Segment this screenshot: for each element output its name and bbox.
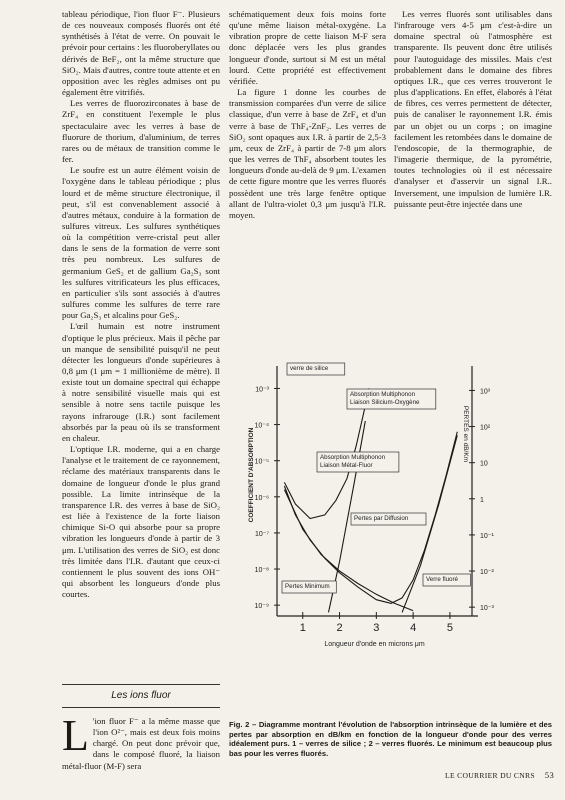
y-axis-label-right: PERTES en dB/Km — [462, 405, 469, 463]
paragraph: Les verres fluorés sont utilisables dans l'infrarouge vers 4-5 μm c'est-à-dire un domaine spectral où l'atmosphère est transparente. Ils peuvent donc être utilisés pour l'autoguidage des missiles. Mais c'est probablement dans le domaine des fibres optiques I.R., que ces verres trouveront le plus d'applications. En effet, élaborés à l'état de fibres, ces verres permettent de détecter, puis de canaliser le rayonnement I.R. émis par un objet ou un corps ; on imagine facilement les retombées dans le domaine de l'endoscopie, de la thermographie, de l'imagerie thermique, de la pyrométrie, toutes technologies où il est nécessaire d'analyser et d'asservir un signal I.R.. Inversement, une impulsion de lumière I.R. puissante peut-être injectée dans une — [394, 9, 552, 209]
y-tick-label-left: 10⁻⁶ — [254, 494, 269, 502]
y-tick-label-left: 10⁻⁷ — [254, 530, 269, 538]
paragraph: L'œil humain est notre instrument d'optique le plus précieux. Mais il pêche par un manque de sensibilité puisqu'il ne peut détecter les longueurs d'onde supérieures à 0,8 μm (1 μm = 1 millionième de mètre). Il existe tout un domaine spectral qui échappe à notre sensibilité visuelle mais qui est sensible à notre sens tactile puisque les rayons infrarouge (I.R.) sont facilement absorbés par la peau où ils se transforment en chaleur. — [62, 321, 220, 443]
annotation-text: Verre fluoré — [426, 576, 458, 583]
page-footer — [404, 770, 554, 780]
annotation-text: Liaison Métal-Fluor — [320, 462, 373, 469]
paragraph: tableau périodique, l'ion fluor F⁻. Plusieurs de ces nouveaux composés fluorés ont été synthétisés à l'état de verre. On pouvait le prévoir pour certains : les fluoroberyllates ou dérivés de BeF₂, ont la même structure que SiO₂. Mais d'autres, contre toute attente et en opposition avec les règles admises ont pu également être vitrifiés. — [62, 9, 220, 98]
ions-text: 'ion fluor F⁻ a la même masse que l'ion O²⁻, mais est deux fois moins chargé. On peut donc prévoir que, dans le composé fluoré, la liaison métal-fluor (M-F) sera — [62, 716, 220, 771]
annotation-multiphonon-si-o — [347, 389, 436, 409]
plot-labels — [248, 363, 494, 648]
text-column-3 — [394, 9, 552, 210]
y-tick-label-left: 10⁻⁹ — [254, 603, 269, 611]
x-tick-label: 5 — [446, 622, 453, 634]
x-tick-label: 1 — [299, 622, 306, 634]
paragraph: Les verres de fluorozirconates à base de ZrF₄ en constituent l'exemple le plus spectaculaire avec les verres à base de fluorure de thorium, d'aluminium, de terres rares ou de métaux de transition comme le fer. — [62, 98, 220, 165]
y-tick-label-left: 10⁻³ — [255, 386, 269, 394]
annotation-multiphonon-m-f — [317, 452, 399, 472]
annotation-text: Absorption Multiphonon — [320, 454, 386, 461]
y-tick-label-right: 10⁻³ — [480, 605, 494, 613]
paragraph: schématiquement deux fois moins forte qu'une même liaison métal-oxygène. La vibration propre de cette liaison M-F sera donc déplacée vers les plus grandes longueur d'onde, surtout si M est un métal lourd. Cette propriété est effectivement vérifiée. — [229, 9, 386, 86]
journal-name: LE COURRIER DU CNRS — [445, 771, 535, 780]
x-tick-label: 4 — [410, 622, 417, 634]
ions-paragraph — [62, 711, 220, 772]
y-axis-label-left: COEFFICIENT D'ABSORPTION — [248, 427, 255, 523]
y-tick-label-right: 10⁻² — [480, 569, 494, 577]
annotation-verre-de-silice — [287, 363, 345, 375]
figure-caption: Fig. 2 – Diagramme montrant l'évolution de l'absorption intrinsèque de la lumière et des pertes par absorption en dB/km en fonction de la longueur d'onde pour des verres idéalement purs. 1 – verres de silice ; 2 – verres fluorés. Le minimum est beaucoup plus bas pour les verres fluorés. — [229, 720, 552, 758]
section-heading: Les ions fluor — [62, 684, 220, 708]
annotation-text: Absorption Multiphonon — [350, 391, 416, 398]
annotation-text: Pertes par Diffusion — [354, 515, 409, 522]
y-tick-label-right: 1 — [480, 496, 484, 504]
x-axis-label: Longueur d'onde en microns μm — [324, 641, 425, 648]
paragraph: Le soufre est un autre élément voisin de l'oxygène dans le tableau périodique ; plus lourd et de même structure électronique, il peut, s'il est convenablement associé à d'autres métaux, conduire à la formation de sulfures vitreux. Les sulfures synthétiques où la compétition verre-cristal peut aller dans le sens de la formation de verre sont très peu nombreux. Les sulfures de germanium GeS₂ et de gallium Ga₂S₃ sont les sulfures vitrificateurs les plus efficaces, en particulier s'ils sont associés à d'autres sulfures comme les sulfures de terre rare pour Ga₂S₃ et alcalins pour GeS₂. — [62, 165, 220, 321]
x-tick-label: 3 — [373, 622, 380, 634]
y-tick-label-left: 10⁻⁴ — [254, 422, 269, 430]
absorption-chart — [229, 344, 552, 716]
y-tick-label-right: 10 — [480, 460, 488, 468]
annotation-verre-fluore — [423, 574, 470, 586]
annotation-text: Liaison Silicium-Oxygène — [350, 399, 420, 406]
paragraph: La figure 1 donne les courbes de transmission comparées d'un verre de silice classique, d'un verre à base de ZrF₄ et d'un verre à base de ThF₄-ZnF₂. Les verres de SiO₂ sont opaques aux I.R. à partir de 2,5-3 μm, ceux de ZrF₄ à partir de 7-8 μm alors que les verres de ThF₄ absorbent toutes les longueurs d'onde au-delà de 9 μm. L'examen de cette figure montre que les verres fluorés possèdent une très large fenêtre optique allant de l'ultra-violet 0,3 μm jusqu'à l'I.R. moyen. — [229, 87, 386, 220]
y-tick-label-left: 10⁻⁵ — [254, 458, 269, 466]
text-column-2 — [229, 9, 386, 221]
text-column-1 — [62, 9, 220, 600]
annotation-diffusion — [351, 513, 426, 525]
y-tick-label-right: 10⁻¹ — [480, 532, 494, 540]
paragraph: L'optique I.R. moderne, qui a en charge l'analyse et le traitement de ce rayonnement, réclame des matériaux transparents dans le domaine de longueur d'onde le plus grand possible. La limite intrinsèque de la transparence I.R. des verres à base de SiO₂ est liée à l'existence de la forte liaison chimique Si-O qui absorbe pour sa propre vibration les longueurs d'onde à partir de 3 μm. L'utilisation des verres de SiO₂ est donc très limitée dans l'I.R. d'autant que ceux-ci contiennent le plus souvent des ions OH⁻ qui absorbent les longueurs d'onde plus courtes. — [62, 444, 220, 600]
drop-cap: L — [62, 711, 89, 760]
y-tick-label-right: 10³ — [480, 388, 491, 396]
y-tick-label-left: 10⁻⁸ — [254, 567, 269, 575]
annotation-text: Pertes Minimum — [285, 583, 330, 590]
annotation-text: verre de silice — [290, 365, 329, 372]
annotation-pertes-minimum — [282, 581, 336, 593]
page-number: 53 — [544, 770, 554, 780]
y-tick-label-right: 10² — [480, 424, 491, 432]
x-tick-label: 2 — [336, 622, 343, 634]
